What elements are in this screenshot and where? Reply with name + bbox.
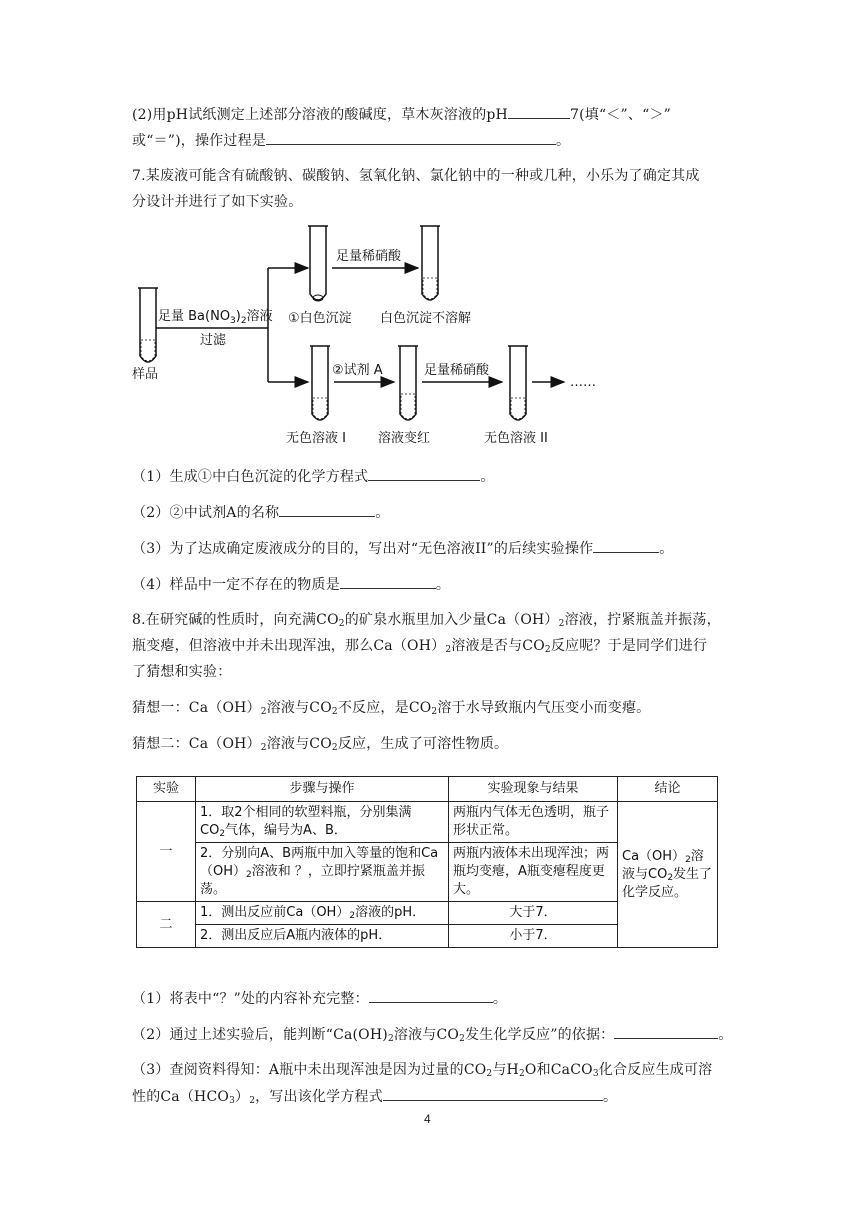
answer-blank — [340, 574, 436, 589]
header-conclusion: 结论 — [618, 777, 718, 802]
q7-sub2: （2）②中试剂A的名称 。 — [132, 502, 389, 523]
conclusion-cell: $Ca(OH)_2$溶液与$CO_2$发生了化学反应。 — [618, 802, 718, 948]
result-cell: 两瓶内气体无色透明，瓶子形状正常。 — [449, 802, 618, 843]
colorless-solution-tube-2 — [508, 346, 528, 420]
answer-blank — [593, 538, 659, 553]
table-header-row — [137, 777, 718, 802]
result-cell: 小于7． — [449, 925, 618, 948]
colorless-solution-tube-1 — [310, 346, 330, 420]
precipitate-insoluble-label: 白色沉淀不溶解 — [380, 311, 472, 326]
filter-label: 过滤 — [200, 333, 227, 348]
result-cell: 两瓶内液体未出现浑浊；两瓶均变瘪，A瓶变瘪程度更大。 — [449, 843, 618, 902]
sample-test-tube — [138, 288, 158, 362]
q8-stem-line2: 瓶变瘪，但溶液中并未出现浑浊，那么$Ca(OH)_2$溶液是否与$CO_2$反应呢？于是同学们进行 — [132, 638, 708, 655]
reagent-a-label: ②试剂 A — [332, 363, 383, 378]
q6-2-line2: 或“＝”)，操作过程是 。 — [132, 130, 570, 151]
colorless-solution-1-label: 无色溶液 I — [286, 431, 346, 446]
acid-bottom-label: 足量稀硝酸 — [424, 363, 490, 378]
red-solution-tube — [398, 346, 418, 420]
q6-2-line1: (2)用pH试纸测定上述部分溶液的酸碱度，草木灰溶液的pH 7(填“＜”、“＞” — [132, 104, 671, 125]
q7-sub1: （1）生成①中白色沉淀的化学方程式 。 — [132, 466, 495, 487]
step-cell: 2．分别向A、B两瓶中加入等量的饱和$Ca(OH)_2$溶液和 ？，立即拧紧瓶盖并振荡。 — [196, 843, 449, 902]
hypothesis-1: 猜想一：$Ca(OH)_2$溶液与$CO_2$不反应，是$CO_2$溶于水导致瓶内气压变小而变瘪。 — [132, 700, 651, 717]
q7-sub4: （4）样品中一定不存在的物质是 。 — [132, 574, 450, 595]
precipitate-1-label: ①白色沉淀 — [288, 311, 352, 326]
experiment-table — [136, 776, 718, 948]
q8-sub1: （1）将表中“？”处的内容补充完整： 。 — [132, 988, 507, 1009]
page-number: 4 — [424, 1112, 431, 1126]
acid-top-label: 足量稀硝酸 — [336, 249, 402, 264]
header-steps: 步骤与操作 — [196, 777, 449, 802]
experiment-2-cell: 二 — [137, 902, 196, 948]
reagent-ba-label: 足量 $Ba(NO_3)_2$溶液 — [158, 309, 273, 326]
q7-sub3: （3）为了达成确定废液成分的目的，写出对“无色溶液II”的后续实验操作 。 — [132, 538, 673, 559]
q8-sub3-line2: 性的$Ca(HCO_3)_2$，写出该化学方程式 。 — [132, 1086, 617, 1107]
q8-sub3-line1: （3）查阅资料得知：A瓶中未出现浑浊是因为过量的$CO_2$与$H_2O$和CaCO$_3$化合反应生成可溶 — [132, 1062, 713, 1079]
answer-blank — [279, 502, 375, 517]
step-cell: 1．取2个相同的软塑料瓶，分别集满 $CO_2$气体，编号为A、B． — [196, 802, 449, 843]
experiment-flow-diagram — [128, 222, 648, 452]
step-cell: 2．测出反应后A瓶内液体的pH． — [196, 925, 449, 948]
answer-blank — [369, 988, 493, 1003]
hypothesis-2: 猜想二：$Ca(OH)_2$溶液与$CO_2$反应，生成了可溶性物质。 — [132, 736, 509, 753]
answer-blank — [508, 104, 570, 119]
result-cell: 大于7． — [449, 902, 618, 925]
answer-blank — [368, 466, 480, 481]
answer-blank — [383, 1086, 603, 1101]
q8-stem-line1: 8.在研究碱的性质时，向充满$CO_2$的矿泉水瓶里加入少量$Ca(OH)_2$溶液，拧紧瓶盖并振荡， — [132, 612, 721, 629]
q7-stem-line2: 分设计并进行了如下实验。 — [132, 194, 303, 210]
colorless-solution-2-label: 无色溶液 II — [484, 431, 548, 446]
step-cell: 1．测出反应前$Ca(OH)_2$溶液的pH． — [196, 902, 449, 925]
header-results: 实验现象与结果 — [449, 777, 618, 802]
header-experiment: 实验 — [137, 777, 196, 802]
insoluble-test-tube — [420, 226, 440, 300]
ellipsis-label: …… — [570, 375, 596, 390]
precipitate-test-tube — [308, 226, 328, 301]
experiment-1-cell: 一 — [137, 802, 196, 902]
answer-blank — [614, 1024, 718, 1039]
turn-red-label: 溶液变红 — [378, 431, 431, 446]
table-row — [137, 802, 718, 843]
sample-label: 样品 — [132, 367, 159, 382]
q7-stem-line1: 7.某废液可能含有硫酸钠、碳酸钠、氢氧化钠、氯化钠中的一种或几种，小乐为了确定其成 — [132, 168, 700, 184]
answer-blank — [266, 130, 556, 145]
q8-stem-line3: 了猜想和实验： — [132, 664, 232, 680]
q8-sub2: （2）通过上述实验后，能判断“$Ca(OH)_2$溶液与$CO_2$发生化学反应”的依据： 。 — [132, 1024, 733, 1045]
